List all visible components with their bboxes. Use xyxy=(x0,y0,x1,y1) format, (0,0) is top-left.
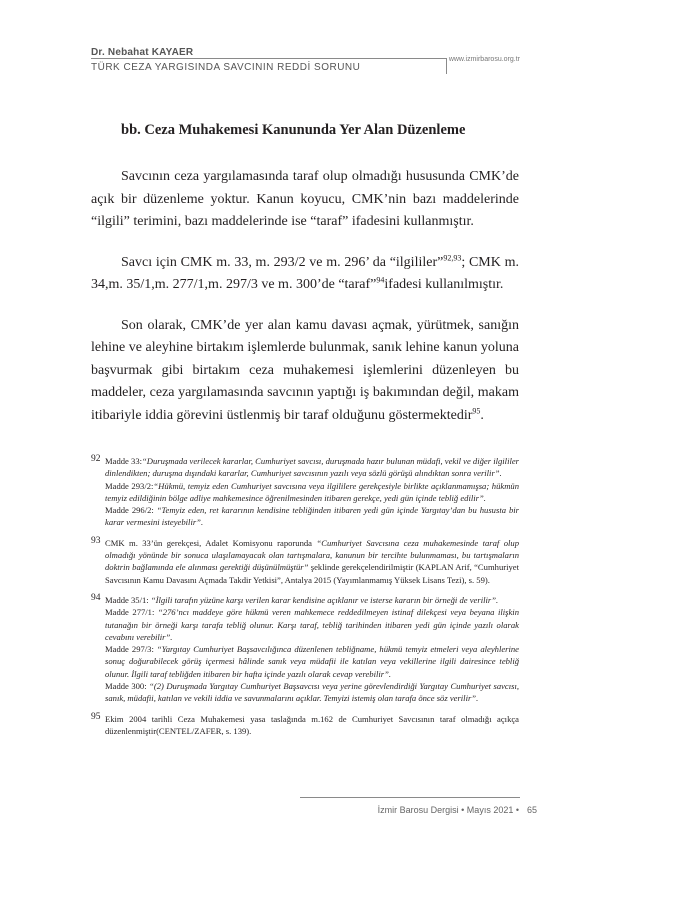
footnote-number: 93 xyxy=(91,535,101,546)
paragraph-3-text-a: Son olarak, CMK’de yer alan kamu davası açmak, yürütmek, sanığın lehine ve aleyhine birtakım işlemlerde bulunmak, sanık lehine kanun yoluna başvurmak gibi birtakım ceza muhakemesi işlemlerini düzenleyen bu maddeler, ceza yargılamasında savcının yaptığı iş bakımından değil, makam itibariyle iddia görevini üstlenmiş bir taraf olduğunu göstermektedir xyxy=(91,317,519,423)
header-article-title: TÜRK CEZA YARGISINDA SAVCININ REDDİ SORUNU xyxy=(91,62,361,73)
article-ref: Madde 297/3: xyxy=(105,644,154,655)
article-ref: Madde 300: xyxy=(105,681,147,692)
footnote-line xyxy=(105,606,519,643)
section-title: bb. Ceza Muhakemesi Kanununda Yer Alan Düzenleme xyxy=(121,122,466,138)
header-rule xyxy=(91,58,423,59)
paragraph-3-text-b: . xyxy=(480,407,484,423)
quoted-text: “Temyiz eden, ret kararının kendisine tebliğinden itibaren yedi gün içinde Yargıtay’dan bu hususta bir karar vermesini isteyebilir”. xyxy=(105,505,519,528)
quoted-text: “Cumhuriyet Savcısına ceza muhakemesinde taraf olup olmadığı yönünde bir sonuca ulaşılamayacak olan tartışmalara, kanunun bir tercihte bulunmaması, bu tartışmaların doktrin bağlamında ele alınması gerektiği düşünülmüştür” xyxy=(105,537,520,573)
footnote-line xyxy=(105,504,519,529)
footnote-line xyxy=(105,537,519,586)
article-ref: Madde 35/1: xyxy=(105,594,149,605)
page-number: 65 xyxy=(527,805,538,815)
main-content xyxy=(91,120,519,427)
article-ref: Madde 33: xyxy=(105,456,143,466)
article-ref: Madde 293/2: xyxy=(105,480,154,491)
paragraph-2-text-b: ; CMK m. 34,m. 35/1,m. 277/1,m. 297/3 ve m. 300’de “taraf” xyxy=(91,254,519,292)
header-rule-extension xyxy=(423,58,447,75)
footnote-95 xyxy=(91,713,519,738)
footnote-line xyxy=(105,643,519,680)
footer-rule xyxy=(300,797,520,798)
footnote-ref-94[interactable]: 94 xyxy=(376,275,385,285)
footer-journal: İzmir Barosu Dergisi • Mayıs 2021 • xyxy=(377,805,519,815)
footnote-line xyxy=(105,480,519,505)
footnote-text: şeklinde gerekçelendirilmiştir (KAPLAN Arif, “Cumhuriyet Savcısının Kamu Davasını Açmada Takdir Yetkisi”, Antalya 2015 (Yayımlanmamış Yüksek Lisans Tezi), s. 59). xyxy=(105,562,519,585)
header-author: Dr. Nebahat KAYAER xyxy=(91,47,194,58)
footnotes xyxy=(91,455,519,745)
footnote-line xyxy=(105,680,519,705)
footnote-line xyxy=(105,455,519,480)
quoted-text: “276’ncı maddeye göre hükmü veren mahkemece reddedilmeyen istinaf dilekçesi veya beyana ilişkin tutanağın bir örneği karşı tarafa tebliğ olunur. Karşı taraf, tebliğ tarihinden itibaren yedi gün içinde yazılı olarak cevabını verebilir”. xyxy=(105,607,519,642)
paragraph-2 xyxy=(91,252,519,297)
footnote-93 xyxy=(91,537,519,586)
footnote-ref-95[interactable]: 95 xyxy=(472,405,481,415)
quoted-text: “(2) Duruşmada Yargıtay Cumhuriyet Başsavcısı veya yerine görevlendirdiği Yargıtay Cumhuriyet savcısı, sanık, müdafii, katılan ve vekili iddia ve savunmalarını açıklar. Temyizi istemiş olan tarafa önce söz verilir”. xyxy=(105,681,520,704)
paragraph-2-text-a: Savcı için CMK m. 33, m. 293/2 ve m. 296’ da “ilgililer” xyxy=(121,254,444,270)
paragraph-2-text-c: ifadesi kullanılmıştır. xyxy=(384,277,504,292)
footnote-number: 92 xyxy=(91,454,101,464)
footnote-line xyxy=(105,594,519,606)
footnote-text: CMK m. 33’ün gerekçesi, Adalet Komisyonu raporunda xyxy=(105,537,312,548)
article-ref: Madde 296/2: xyxy=(105,505,154,516)
paragraph-1: Savcının ceza yargılamasında taraf olup olmadığı hususunda CMK’de açık bir düzenleme yoktur. Kanun koyucu, CMK’nin bazı maddelerinde “ilgili” terimini, bazı maddelerinde ise “taraf” ifadesini kullanmıştır. xyxy=(91,169,519,229)
paragraph-3 xyxy=(91,315,519,428)
header-rule-tick xyxy=(446,58,447,74)
footnote-line: Ekim 2004 tarihli Ceza Muhakemesi yasa taslağında m.162 de Cumhuriyet Savcısının taraf olmadığı açıkça düzenlenmiştir(CENTEL/ZAFER, s. 139). xyxy=(105,713,519,736)
article-ref: Madde 277/1: xyxy=(105,607,155,618)
footnote-92 xyxy=(91,455,519,529)
footnote-ref-92-93[interactable]: 92,93 xyxy=(443,252,462,262)
quoted-text: “Yargıtay Cumhuriyet Başsavcılığınca düzenlenen tebliğname, hükmü temyiz etmeleri veya aleyhlerine sonuç doğurabilecek görüş içermesi hâlinde sanık veya müdafii ile katılan veya vekillerine ilgili dairesince tebliğ olunur. İlgili taraf tebliğden itibaren bir hafta içinde yazılı olarak cevap verebilir”. xyxy=(105,644,519,679)
header-url: www.izmirbarosu.org.tr xyxy=(448,56,520,63)
quoted-text: “İlgili tarafın yüzüne karşı verilen karar kendisine açıklanır ve isterse kararın bir örneği de verilir”. xyxy=(150,594,499,605)
footnote-number: 94 xyxy=(91,592,101,603)
quoted-text: “Duruşmada verilecek kararlar, Cumhuriyet savcısı, duruşmada hazır bulunan müdafi, vekil ve diğer ilgililer dinlendikten; duruşma dışındaki kararlar, Cumhuriyet savcısının yazılı veya sözlü görüşü alındıktan sonra verilir”. xyxy=(105,456,520,479)
quoted-text: “Hükmü, temyiz eden Cumhuriyet savcısına veya ilgililere gerekçesiyle birlikte açıklanmamışsa; hükmün temyiz edildiğinin bölge adliye mahkemesince öğrenilmesinden itibaren gerekçe, yedi gün içinde tebliğ edilir”. xyxy=(105,480,519,503)
footnote-number: 95 xyxy=(91,711,101,722)
footnote-94 xyxy=(91,594,519,705)
